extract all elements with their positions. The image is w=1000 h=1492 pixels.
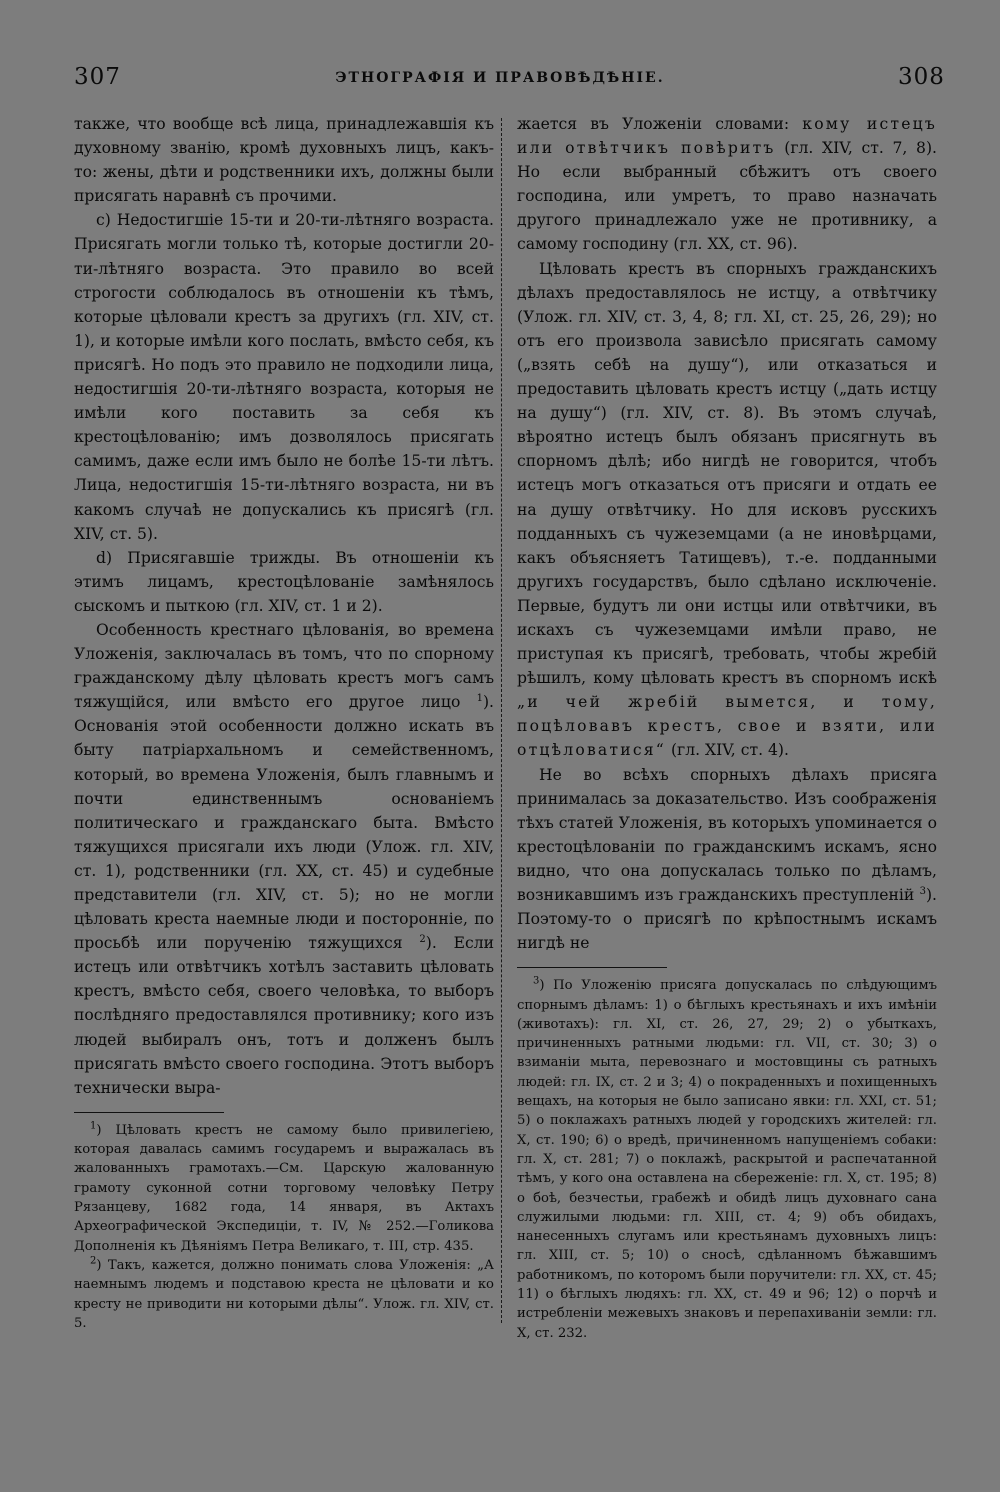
column-divider xyxy=(501,118,502,1323)
paragraph: c) Недостигшіе 15-ти и 20-ти-лѣтняго возраста. Присягать могли только тѣ, которые достигли 20-ти-лѣтняго возраста. Это правило во всей строгости соблюдалось въ отношеніи къ тѣмъ, которые цѣловали крестъ за другихъ (гл. XIV, ст. 1), и которые имѣли кого послать, вмѣсто себя, къ присягѣ. Но подъ это правило не подходили лица, недостигшія 20-ти-лѣтняго возраста, которыя не имѣли кого поставить за себя къ крестоцѣлованію; имъ дозволялось присягать самимъ, даже если имъ было не болѣе 15-ти лѣтъ. Лица, недостигшія 15-ти-лѣтняго возраста, ни въ какомъ случаѣ не допускались къ присягѣ (гл. XIV, ст. 5). xyxy=(74,211,494,543)
footnote-ref: 1 xyxy=(476,693,483,705)
page-number-right: 308 xyxy=(898,64,945,90)
text-run: Цѣловать крестъ въ спорныхъ гражданскихъ дѣлахъ предоставлялось не истцу, а отвѣтчику (Улож. гл. XIV, ст. 3, 4, 8; гл. XI, ст. 25, 26, 29); но отъ его произвола зависѣло присягать самому („взять себѣ на душу“), или отказаться и предоставить цѣловать крестъ истцу („дать истцу на душу“) (гл. XIV, ст. 8). Въ этомъ случаѣ, вѣроятно истецъ былъ обязанъ присягнуть въ спорномъ дѣлѣ; ибо нигдѣ не говорится, чтобъ истецъ могъ отказаться отъ присяги и отдать ее на душу отвѣтчику. Но для исковъ русскихъ подданныхъ съ чужеземцами (а не иновѣрцами, какъ объясняетъ Татищевъ), т.-е. подданными другихъ государствъ, было сдѣлано исключеніе. Первые, будутъ ли они истцы или отвѣтчики, въ искахъ съ чужеземцами имѣли право, не приступая къ присягѣ, требовать, чтобы жребій рѣшилъ, кому цѣловать крестъ въ спорномъ искѣ xyxy=(517,259,937,688)
text-run: ). Основанія этой особенности должно искать въ быту патріархальномъ и семейственномъ, который, во времена Уложенія, былъ главнымъ и почти единственнымъ основаніемъ политическаго и гражданскаго быта. Вмѣсто тяжущихся присягали ихъ люди (Улож. гл. XIV, ст. 1), родственники (гл. XX, ст. 45) и судебные представители (гл. XIV, ст. 5); но не могли цѣловать креста наемные люди и посторонніе, по просьбѣ или порученію тяжущихся xyxy=(74,693,494,953)
right-column xyxy=(517,112,937,1442)
text-run: (гл. XIV, ст. 4). xyxy=(665,741,789,760)
footnote xyxy=(74,1256,494,1333)
footnote-ref: 2 xyxy=(419,934,426,945)
text-run: ). Если истецъ или отвѣтчикъ хотѣлъ заставить цѣловать крестъ, вмѣсто себя, своего человѣка, то выборъ послѣдняго предоставлялся противнику; кого изъ людей выбиралъ онъ, тотъ и долженъ былъ присягать вмѣсто своего господина. Этотъ выборъ технически выра- xyxy=(74,934,494,1097)
text-run: Особенность крестнаго цѣлованія, во времена Уложенія, заключалась въ томъ, что по спорному гражданскому дѣлу цѣловать крестъ могъ самъ тяжущійся, или вмѣсто его другое лицо xyxy=(74,620,494,712)
paragraph xyxy=(74,618,494,1100)
footnote-text: ) Цѣловать крестъ не самому было привилегіею, которая давалась самимъ государемъ и выражалась въ жалованныхъ грамотахъ.—См. Царскую жалованную грамоту суконной сотни торговому человѣку Петру Рязанцеву, 1682 года, 14 января, въ Актахъ Археографической Экспедиціи, т. IV, № 252.—Голикова Дополненія къ Дѣяніямъ Петра Великаго, т. III, стр. 435. xyxy=(74,1122,494,1254)
footnote-mark: 1 xyxy=(90,1120,97,1132)
footnote-rule xyxy=(517,967,667,968)
footnote-ref: 3 xyxy=(919,885,926,897)
text-run: ). Поэтому-то о присягѣ по крѣпостнымъ искамъ нигдѣ не xyxy=(517,886,937,953)
text-run: (гл. XIV, ст. 7, 8). Но если выбранный сбѣжитъ отъ своего господина, или умретъ, то право назначать другого принадлежало уже не противнику, а самому господину (гл. XX, ст. 96). xyxy=(517,139,937,254)
paragraph: также, что вообще всѣ лица, принадлежавшія къ духовному званію, кромѣ духовныхъ лицъ, какъ-то: жены, дѣти и родственники ихъ, должны были присягать наравнѣ съ прочими. xyxy=(74,115,494,206)
running-head: ЭТНОГРАФІЯ И ПРАВОВѢДѢНІЕ. xyxy=(335,70,665,86)
footnote-mark: 2 xyxy=(90,1255,97,1267)
footnote-text: ) По Уложенію присяга допускалась по слѣдующимъ спорнымъ дѣламъ: 1) о бѣглыхъ крестьянахъ и ихъ имѣніи (животахъ): гл. XI, ст. 26, 27, 29; 2) о убыткахъ, причиненныхъ ратными людьми: гл. VII, ст. 30; 3) о взиманіи мыта, перевознаго и мостовщины съ ратныхъ людей: гл. IX, ст. 2 и 3; 4) о покраденныхъ и похищенныхъ вещахъ, на которыя не было записано явки: гл. XXI, ст. 51; 5) о поклажахъ ратныхъ людей у городскихъ жителей: гл. X, ст. 190; 6) о вредѣ, причиненномъ напущеніемъ собаки: гл. X, ст. 281; 7) о поклажѣ, раскрытой и распечатанной тѣмъ, у кого она оставлена на сбереженіе: гл. X, ст. 195; 8) о боѣ, безчестьи, грабежѣ и обидѣ лицъ духовнаго сана служилыми людьми: гл. XIII, ст. 4; 9) объ обидахъ, нанесенныхъ слугамъ или крестьянамъ духовныхъ лицъ: гл. XIII, ст. 5; 10) о сносѣ, сдѣланномъ бѣжавшимъ работникомъ, по которомъ были поручители: гл. XX, ст. 45; 11) о бѣглыхъ людяхъ: гл. XX, ст. 49 и 96; 12) о порчѣ и истребленіи межевыхъ знаковъ и перепахиваніи земли: гл. X, ст. 232. xyxy=(517,978,937,1341)
page-number-left: 307 xyxy=(74,64,121,90)
left-column xyxy=(74,112,494,1477)
footnote-mark: 3 xyxy=(533,975,540,987)
paragraph xyxy=(517,763,937,956)
footnote-rule xyxy=(74,1112,224,1113)
footnote xyxy=(517,976,937,1343)
text-run: жается въ Уложеніи словами: xyxy=(517,115,803,133)
paragraph xyxy=(517,112,937,257)
footnote xyxy=(74,1121,494,1256)
paragraph xyxy=(517,257,937,763)
text-run: Не во всѣхъ спорныхъ дѣлахъ присяга принималась за доказательство. Изъ соображенія тѣхъ статей Уложенія, въ которыхъ упоминается о крестоцѣлованіи по гражданскимъ искамъ, ясно видно, что она допускалась только по дѣламъ, возникавшимъ изъ гражданскихъ преступленій xyxy=(517,765,937,904)
footnote-text: ) Такъ, кажется, должно понимать слова Уложенія: „А наемнымъ людемъ и подставою креста не цѣловати и ко кресту не приводити ни которыми дѣлы“. Улож. гл. XIV, ст. 5. xyxy=(74,1257,494,1331)
quoted-phrase: кому истецъ или отвѣтчикъ повѣритъ xyxy=(517,115,937,158)
paragraph: d) Присягавшіе трижды. Въ отношеніи къ этимъ лицамъ, крестоцѣлованіе замѣнялось сыскомъ и пыткою (гл. XIV, ст. 1 и 2). xyxy=(74,548,494,615)
quoted-phrase: „и чей жребій вымется, и тому, поцѣловавъ крестъ, свое и взяти, или отцѣловатися“ xyxy=(517,693,937,760)
